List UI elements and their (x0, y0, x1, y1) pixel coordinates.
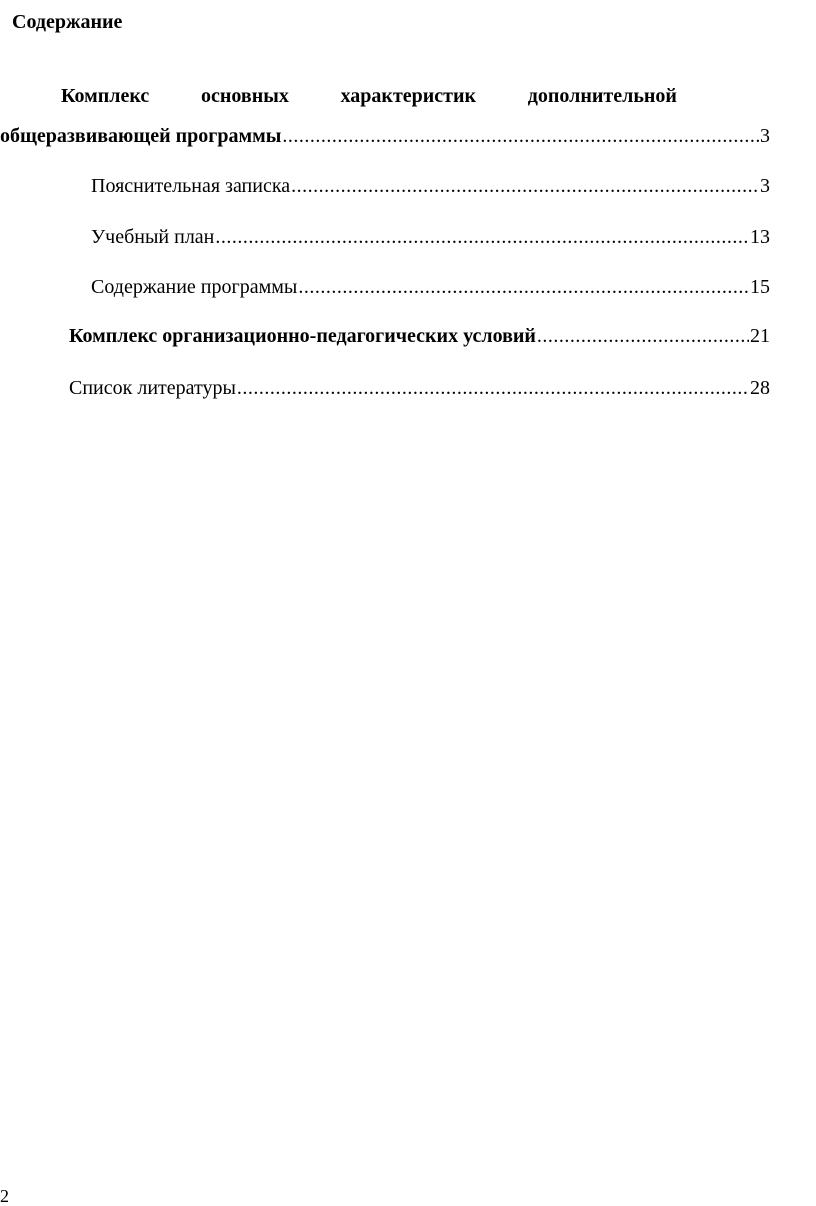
page-title: Содержание (12, 11, 123, 33)
toc-entry-6-text: Список литературы (69, 377, 236, 399)
toc-entry-1-word-3: характеристик (340, 85, 477, 107)
toc-entry-1-page: 3 (760, 125, 770, 147)
toc-entry-5-text: Комплекс организационно-педагогических условий (69, 325, 536, 347)
toc-leader-dots (298, 275, 749, 299)
toc-entry-1-word-4: дополнительной (527, 85, 677, 107)
toc-entry-5[interactable] (69, 324, 770, 348)
toc-entry-1-word-1: Комплекс (61, 85, 150, 107)
toc-entry-2-page: 3 (760, 175, 770, 197)
toc-leader-dots (537, 324, 749, 348)
toc-leader-dots (215, 225, 749, 249)
toc-entry-1-line-2[interactable] (0, 124, 770, 148)
toc-leader-dots (282, 124, 759, 148)
toc-entry-2-text: Пояснительная записка (91, 175, 291, 197)
footer-page-number: 2 (0, 1186, 9, 1206)
toc-entry-6[interactable] (69, 376, 770, 400)
toc-entry-1-word-2: основных (201, 85, 289, 107)
toc-leader-dots (237, 376, 749, 400)
toc-entry-3[interactable] (91, 225, 770, 249)
toc-entry-4[interactable] (91, 275, 770, 299)
toc-entry-6-page: 28 (750, 377, 770, 399)
toc-entry-1-text: общеразвивающей программы (0, 125, 282, 147)
toc-entry-5-page: 21 (750, 325, 770, 347)
toc-entry-4-page: 15 (750, 276, 770, 298)
toc-entry-2[interactable] (91, 174, 770, 198)
toc-entry-1-line-1 (61, 84, 677, 108)
toc-entry-4-text: Содержание программы (91, 276, 298, 298)
toc-entry-3-page: 13 (750, 226, 770, 248)
toc-leader-dots (291, 174, 759, 198)
toc-entry-3-text: Учебный план (91, 226, 215, 248)
